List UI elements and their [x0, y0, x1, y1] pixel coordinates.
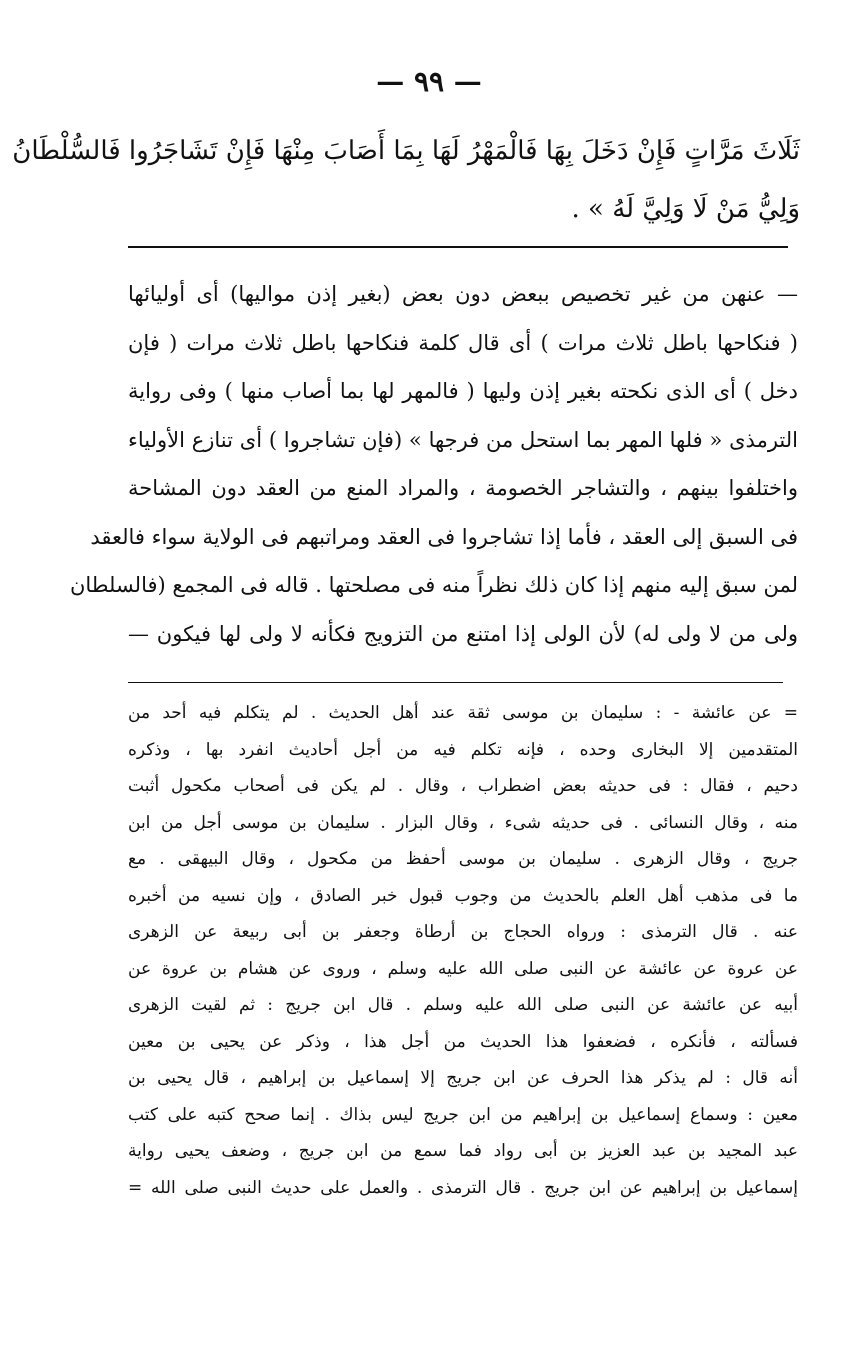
commentary-line: فى السبق إلى العقد ، فأما إذا تشاجروا فى العقد ومراتبهم فى الولاية سواء فالعقد	[90, 524, 798, 549]
footnote-line: معين : وسماع إسماعيل بن إبراهيم من ابن جريج ليس بذاك . إنما صحح كتبه على كتب	[128, 1104, 798, 1125]
hadith-line: وَلِيُّ مَنْ لَا وَلِيَّ لَهُ » .	[571, 194, 800, 224]
hadith-line: ثَلَاثَ مَرَّاتٍ فَإِنْ دَخَلَ بِهَا فَالْمَهْرُ لَهَا بِمَا أَصَابَ مِنْهَا فَإِنْ تَشَاجَرُوا فَالسُّلْطَانُ	[12, 136, 800, 166]
footnote-text	[128, 695, 798, 1206]
commentary-text	[69, 270, 798, 658]
section-divider	[128, 246, 788, 248]
footnote-line: جريج ، وقال الزهرى . سليمان بن موسى أحفظ من مكحول ، وقال البيهقى . مع	[128, 849, 798, 869]
footnote-line: فسألته ، فأنكره ، فضعفوا هذا الحديث من أجل هذا ، وذكر عن يحيى بن معين	[128, 1031, 798, 1052]
commentary-line: دخل ) أى الذى نكحته بغير إذن وليها ( فالمهر لها بما أصاب منها ) وفى رواية	[128, 379, 798, 403]
commentary-line: الترمذى « فلها المهر بما استحل من فرجها » (فإن تشاجروا ) أى تنازع الأولياء	[128, 427, 798, 452]
footnote-line: إسماعيل بن إبراهيم عن ابن جريج . قال الترمذى . والعمل على حديث النبى صلى الله =	[128, 1177, 798, 1198]
hadith-text	[12, 122, 800, 238]
footnote-line: عن عروة عن عائشة عن النبى صلى الله عليه وسلم ، وروى عن هشام بن عروة عن	[128, 958, 798, 979]
commentary-line: ( فنكاحها باطل ثلاث مرات ) أى قال كلمة فنكاحها باطل ثلاث مرات ( فإن	[128, 330, 798, 355]
footnote-line: عبد المجيد بن عبد العزيز بن أبى رواد فما سمع من ابن جريج ، وضعف يحيى رواية	[128, 1141, 798, 1161]
footnote-line: أنه قال : لم يذكر هذا الحرف عن ابن جريج إلا إسماعيل بن إبراهيم ، قال يحيى بن	[128, 1068, 798, 1088]
footnote-line: منه ، وقال النسائى . فى حديثه شىء ، وقال البزار . سليمان بن موسى أجل من ابن	[128, 812, 798, 833]
commentary-line: واختلفوا بينهم ، والتشاجر الخصومة ، والمراد المنع من العقد دون المشاحة	[128, 476, 798, 500]
footnote-divider	[128, 682, 783, 683]
footnote-line: المتقدمين إلا البخارى وحده ، فإنه تكلم فيه من أجل أحاديث انفرد بها ، وذكره	[128, 739, 798, 760]
footnote-line: دحيم ، فقال : فى حديثه بعض اضطراب ، وقال . لم يكن فى أصحاب مكحول أثبت	[128, 776, 798, 796]
footnote-line: ما فى مذهب أهل العلم بالحديث من وجوب قبول خبر الصادق ، وإن نسيه من أخبره	[128, 885, 798, 906]
footnote-line: = عن عائشة - : سليمان بن موسى ثقة عند أهل الحديث . لم يتكلم فيه أحد من	[128, 703, 798, 723]
commentary-line: ولى من لا ولى له) لأن الولى إذا امتنع من التزويج فكأنه لا ولى لها فيكون —	[128, 621, 798, 646]
footnote-line: عنه . قال الترمذى : ورواه الحجاج بن أرطاة وجعفر بن أبى ربيعة عن الزهرى	[128, 922, 798, 942]
commentary-line: — عنهن من غير تخصيص ببعض دون بعض (بغير إذن مواليها) أى أوليائها	[128, 282, 798, 306]
footnote-line: أبيه عن عائشة عن النبى صلى الله عليه وسلم . قال ابن جريج : ثم لقيت الزهرى	[128, 995, 798, 1015]
page-number: — ٩٩ —	[376, 65, 482, 98]
commentary-line: لمن سبق إليه منهم إذا كان ذلك نظراً منه فى مصلحتها . قاله فى المجمع (فالسلطان	[69, 573, 798, 597]
